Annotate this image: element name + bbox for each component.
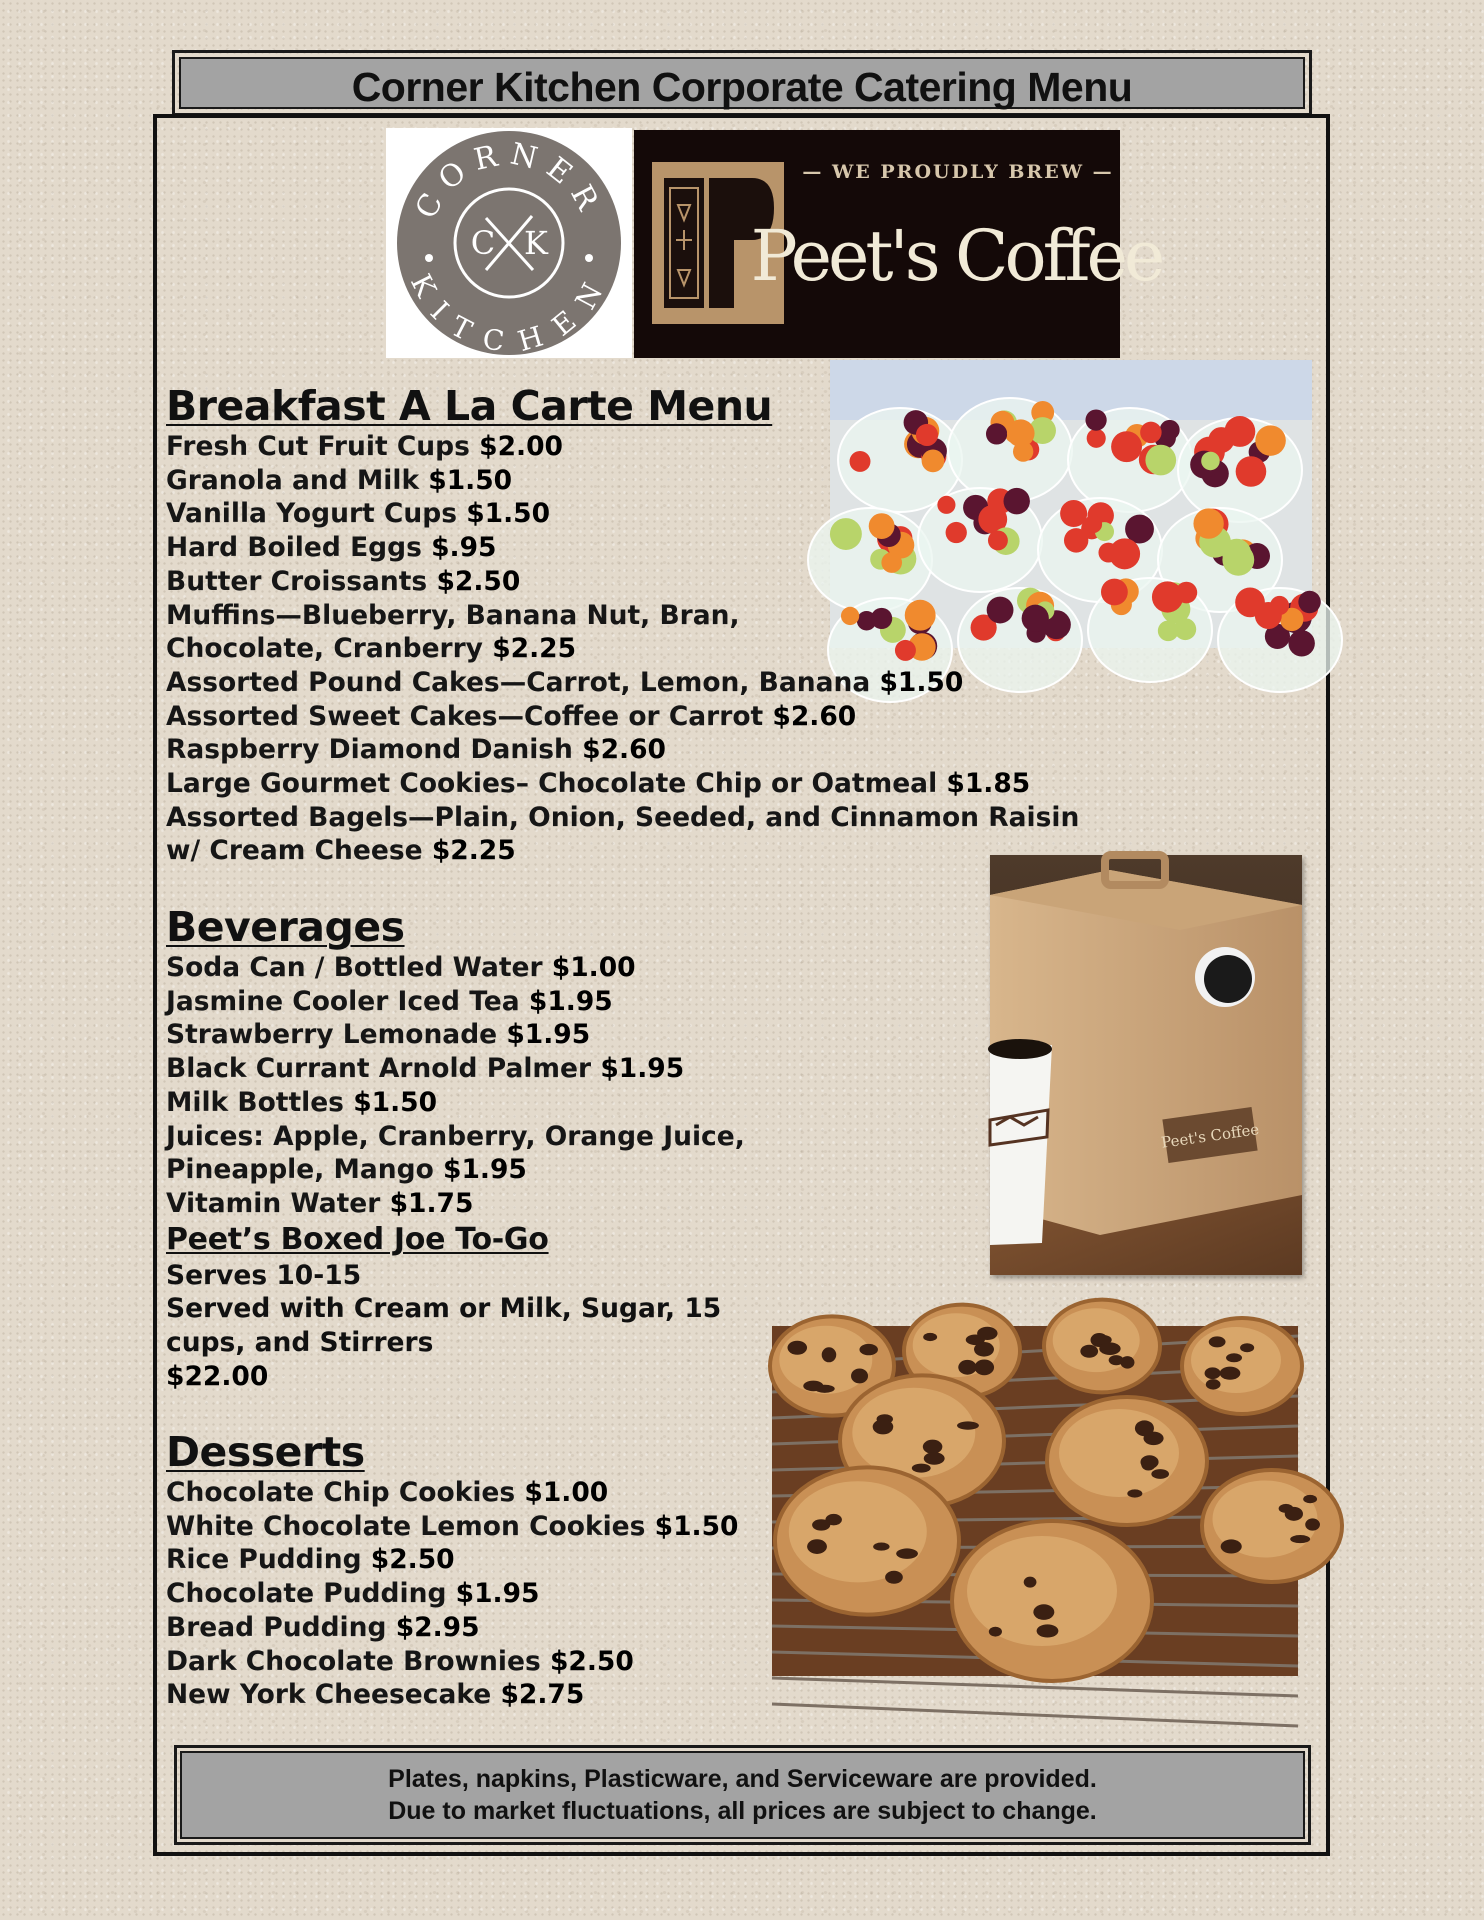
menu-item (166, 1187, 745, 1221)
chocolate-chip (974, 1342, 994, 1357)
menu-item-name: Vanilla Yogurt Cups (166, 498, 467, 530)
menu-item-price: $1.50 (428, 464, 513, 496)
cookie-highlight (1059, 1409, 1179, 1497)
beverages-heading: Beverages (166, 903, 405, 951)
chocolate-chip (912, 1464, 931, 1473)
menu-item-name: Pineapple, Mango (166, 1154, 444, 1186)
chocolate-chip (896, 1548, 918, 1558)
menu-item-price: $1.95 (443, 1154, 527, 1186)
boxed-joe-desc-line2: cups, and Stirrers (166, 1327, 434, 1359)
menu-item-name: Jasmine Cooler Iced Tea (166, 985, 529, 1017)
menu-item (166, 599, 1079, 633)
footer-banner (174, 1745, 1311, 1845)
chocolate-chip (989, 1627, 1002, 1637)
chocolate-chip (1290, 1535, 1310, 1543)
peets-logo-graphic (634, 130, 1162, 358)
corner-kitchen-logo-graphic (391, 130, 627, 356)
page-title: Corner Kitchen Corporate Catering Menu (179, 57, 1305, 109)
menu-item (166, 1153, 745, 1187)
desserts-section (166, 1428, 738, 1712)
fruit-piece (1224, 416, 1255, 447)
menu-item (166, 666, 1079, 700)
fruit-piece (1111, 431, 1142, 462)
menu-item-name: Strawberry Lemonade (166, 1019, 507, 1051)
menu-item (166, 801, 1079, 835)
menu-item (166, 834, 1079, 868)
menu-item (166, 1678, 738, 1712)
chocolate-chip (873, 1419, 894, 1434)
menu-item-price: $.95 (431, 532, 497, 564)
menu-item-name: Fresh Cut Fruit Cups (166, 431, 480, 462)
menu-item-price: $1.00 (524, 1477, 609, 1508)
menu-item-name: Butter Croissants (166, 565, 437, 597)
peets-coffee-logo (634, 130, 1162, 358)
menu-item-name: White Chocolate Lemon Cookies (166, 1510, 655, 1542)
peets-tagline: — WE PROUDLY BREW — (802, 161, 1114, 183)
cookie-highlight (852, 1388, 975, 1478)
menu-item-price: $1.95 (455, 1578, 540, 1610)
chocolate-chip (1285, 1507, 1303, 1521)
chocolate-chip (1206, 1379, 1221, 1389)
fruit-piece (1087, 429, 1106, 448)
fruit-piece (1176, 582, 1198, 604)
menu-item-name: Large Gourmet Cookies– Chocolate Chip or Oatmeal (166, 768, 947, 800)
menu-item (166, 464, 1079, 498)
chocolate-chip (1220, 1367, 1241, 1380)
title-banner (172, 50, 1312, 116)
menu-item-price: $2.60 (582, 734, 666, 766)
menu-item-name: Black Currant Arnold Palmer (166, 1053, 601, 1085)
footer-line-1: Plates, napkins, Plasticware, and Serviceware are provided. (388, 1765, 1097, 1793)
chocolate-chip (822, 1347, 837, 1362)
chocolate-chip (1109, 1355, 1124, 1365)
menu-item-name: New York Cheesecake (166, 1679, 501, 1711)
chocolate-chip (1221, 1539, 1242, 1553)
fruit-piece (1298, 591, 1320, 613)
fruit-piece (1255, 425, 1286, 456)
chocolate-chip (1024, 1577, 1037, 1588)
menu-item (166, 1052, 745, 1086)
fruit-piece (1084, 515, 1102, 533)
cookie-highlight (789, 1481, 927, 1582)
fruit-piece (1193, 508, 1223, 538)
chocolate-chip (1303, 1495, 1317, 1503)
peets-wordmark: Peet's Coffee (750, 215, 1162, 297)
menu-item (166, 531, 1079, 565)
menu-item-name: Assorted Pound Cakes—Carrot, Lemon, Banana (166, 666, 880, 698)
chocolate-chip (923, 1333, 937, 1341)
logo-ring-bottom-text: KITCHEN (404, 268, 615, 356)
menu-item (166, 497, 1079, 531)
fruit-piece (1288, 630, 1314, 656)
chocolate-chip (923, 1440, 943, 1454)
fruit-piece (1174, 618, 1196, 640)
menu-item-name: Milk Bottles (166, 1086, 354, 1118)
chocolate-chip (977, 1327, 997, 1340)
boxed-coffee-photo (990, 855, 1302, 1275)
menu-item-name: Hard Boiled Eggs (166, 532, 432, 564)
menu-item-price: $2.50 (436, 565, 521, 597)
menu-item-name: Juices: Apple, Cranberry, Orange Juice, (166, 1120, 745, 1152)
chocolate-chip (807, 1539, 827, 1554)
menu-item-name: Assorted Bagels—Plain, Onion, Seeded, and Cinnamon Raisin (166, 801, 1080, 833)
menu-item-price: $2.50 (370, 1544, 455, 1576)
chocolate-chip (873, 1542, 889, 1550)
menu-item-price: $2.25 (431, 835, 516, 867)
menu-item (166, 985, 745, 1019)
menu-item (166, 1645, 738, 1679)
chocolate-chip (974, 1359, 994, 1375)
menu-item (166, 1476, 738, 1510)
chocolate-chip (803, 1381, 823, 1392)
menu-item-price: $2.95 (395, 1611, 480, 1643)
menu-item-price: $2.50 (549, 1645, 634, 1677)
menu-item-price: $2.75 (500, 1679, 585, 1711)
menu-item-name: Muffins—Blueberry, Banana Nut, Bran, (166, 599, 740, 631)
menu-item (166, 632, 1079, 666)
chocolate-chip (1305, 1518, 1320, 1530)
chocolate-chip (859, 1344, 877, 1355)
chocolate-chip (1034, 1607, 1047, 1617)
menu-item-price: $1.85 (946, 768, 1031, 800)
menu-item-name: Bread Pudding (166, 1611, 396, 1643)
fruit-piece (1145, 445, 1176, 476)
menu-item-name: Assorted Sweet Cakes—Coffee or Carrot (166, 700, 773, 732)
menu-item-price: $1.95 (506, 1019, 591, 1051)
menu-item (166, 1018, 745, 1052)
fruit-piece (1101, 579, 1128, 606)
fruit-piece (1085, 409, 1106, 430)
beverages-section (166, 903, 745, 1393)
fruit-piece (1236, 456, 1267, 487)
chocolate-chip (1226, 1353, 1242, 1362)
chocolate-chip (851, 1368, 868, 1383)
menu-item-name: Dark Chocolate Brownies (166, 1645, 550, 1677)
chocolate-chip (1080, 1345, 1098, 1358)
chocolate-chip (1037, 1624, 1059, 1637)
menu-item-name: Granola and Milk (166, 464, 429, 496)
menu-item-name: Chocolate Pudding (166, 1578, 456, 1610)
fruit-piece (1201, 452, 1220, 471)
fruit-piece (1140, 422, 1161, 443)
peets-mark: P (709, 282, 717, 293)
logo-monogram-c: C (470, 224, 496, 262)
menu-item (166, 430, 1079, 464)
fruit-piece (1109, 538, 1140, 569)
fruit-piece (1125, 515, 1154, 544)
chocolate-chip (1140, 1455, 1158, 1469)
breakfast-section (166, 382, 1079, 868)
menu-item-name: w/ Cream Cheese (166, 835, 432, 867)
menu-item (166, 767, 1079, 801)
menu-item-price: $1.50 (353, 1086, 438, 1118)
chocolate-chip (957, 1421, 979, 1429)
coffee-box-label: Peet's Coffee (1160, 1120, 1261, 1152)
fruit-piece (1235, 587, 1265, 617)
menu-item-name: Chocolate, Cranberry (166, 633, 493, 665)
chocolate-chip (787, 1341, 807, 1355)
desserts-list (166, 1476, 738, 1712)
boxed-joe-heading: Peet’s Boxed Joe To-Go (166, 1221, 549, 1257)
menu-item (166, 1120, 745, 1154)
fruit-piece (1160, 420, 1180, 440)
fruit-piece (1222, 539, 1251, 568)
chocolate-chip (1209, 1336, 1226, 1347)
chocolate-chip (1205, 1367, 1221, 1379)
chocolate-chip (1135, 1420, 1154, 1436)
breakfast-heading: Breakfast A La Carte Menu (166, 382, 773, 430)
chocolate-chip (1240, 1343, 1254, 1352)
menu-item-name: Chocolate Chip Cookies (166, 1477, 525, 1508)
menu-item-price: $1.50 (654, 1510, 739, 1542)
menu-item-name: Rice Pudding (166, 1544, 371, 1576)
menu-item (166, 1577, 738, 1611)
boxed-joe-serves: Serves 10-15 (166, 1259, 362, 1291)
menu-item-name: Vitamin Water (166, 1187, 390, 1219)
menu-item (166, 700, 1079, 734)
breakfast-list (166, 430, 1079, 868)
boxed-joe-desc-line1: Served with Cream or Milk, Sugar, 15 (166, 1293, 722, 1325)
boxed-joe-price: $22.00 (166, 1360, 269, 1392)
corner-kitchen-logo (386, 128, 632, 358)
menu-item-price: $2.60 (772, 700, 857, 732)
chocolate-chip (812, 1519, 830, 1530)
menu-item (166, 1086, 745, 1120)
menu-item-name: Raspberry Diamond Danish (166, 734, 583, 766)
menu-item (166, 1543, 738, 1577)
chocolate-chip (1099, 1342, 1120, 1355)
desserts-heading: Desserts (166, 1428, 365, 1476)
menu-item-price: $1.50 (466, 498, 551, 530)
menu-item (166, 565, 1079, 599)
menu-item-price: $1.95 (600, 1053, 685, 1085)
cookies-photo (772, 1326, 1298, 1676)
beverages-list (166, 951, 745, 1221)
menu-item-price: $2.25 (492, 633, 577, 665)
menu-item (166, 951, 745, 985)
menu-item-price: $1.95 (528, 985, 613, 1017)
chocolate-chip (885, 1571, 903, 1584)
logo-ring-top-text: CORNER (408, 136, 610, 225)
menu-item (166, 733, 1079, 767)
chocolate-chip (1151, 1469, 1169, 1479)
menu-item (166, 1611, 738, 1645)
chocolate-chip (924, 1452, 945, 1465)
menu-item (166, 1510, 738, 1544)
chocolate-chip (958, 1360, 976, 1375)
menu-item-price: $1.00 (551, 952, 636, 983)
menu-item-price: $1.75 (389, 1187, 474, 1219)
menu-item-price: $2.00 (479, 431, 563, 462)
menu-item-price: $1.50 (879, 666, 964, 698)
chocolate-chip (1127, 1489, 1142, 1497)
menu-item-name: Soda Can / Bottled Water (166, 952, 552, 983)
footer-line-2: Due to market fluctuations, all prices are subject to change. (388, 1797, 1097, 1825)
logo-monogram-k: K (524, 224, 548, 262)
